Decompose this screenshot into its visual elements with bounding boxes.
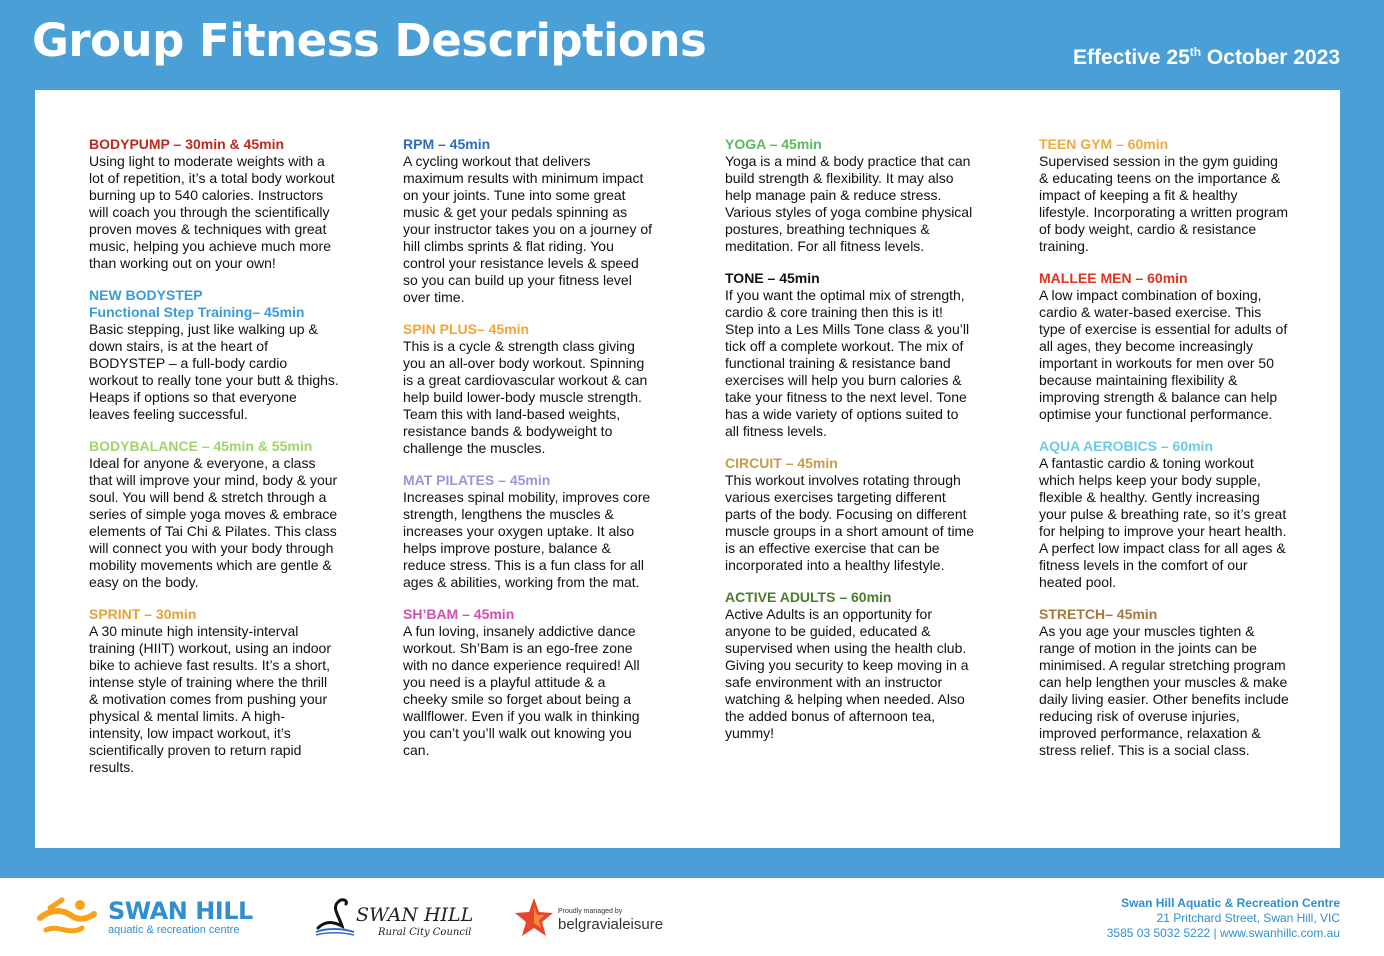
- page-title: Group Fitness Descriptions: [32, 14, 707, 67]
- column-3: [725, 136, 975, 757]
- class-description: A fun loving, insanely addictive dance workout. Sh’Bam is an ego-free zone with no dance experience required! All you need is a playful attitude & a cheeky smile so forget about being a wallflower. Even if you walk in thinking you can’t you’ll walk out knowing you can.: [403, 623, 640, 758]
- class-description: A low impact combination of boxing, cardio & water-based exercise. This type of exercise is essential for adults of all ages, they become increasingly important in workouts for men over 50 because maintaining flexibility & improving strength & balance can help optimise your functional performance.: [1039, 287, 1288, 422]
- footer: [0, 878, 1384, 956]
- logo2-subtitle: Rural City Council: [378, 927, 472, 938]
- logo2-name: SWAN HILL: [356, 904, 474, 926]
- effective-date-suffix-sup: th: [1189, 45, 1202, 59]
- class-title: BODYPUMP – 30min & 45min: [89, 136, 285, 152]
- class-bodystep: [89, 287, 339, 423]
- class-active-adults: [725, 589, 975, 742]
- class-mat-pilates: [403, 472, 653, 591]
- class-title: TEEN GYM – 60min: [1039, 136, 1169, 152]
- class-title: CIRCUIT – 45min: [725, 455, 838, 471]
- class-circuit: [725, 455, 975, 574]
- class-description: Supervised session in the gym guiding & educating teens on the importance & impact of keeping a fit & healthy lifestyle. Incorporating a written program of body weight, cardio & resistance training.: [1039, 153, 1288, 254]
- swimmer-logo-icon: [36, 896, 100, 940]
- column-1: [89, 136, 339, 791]
- class-description: Yoga is a mind & body practice that can build strength & flexibility. It may also help manage pain & reduce stress. Various styles of yoga combine physical postures, breathing techniques & meditation. For all fitness levels.: [725, 153, 973, 254]
- class-title: SPRINT – 30min: [89, 606, 197, 622]
- swan-hill-aquatic-logo: [36, 894, 266, 940]
- content-panel: [35, 90, 1340, 848]
- star-logo-icon: [514, 896, 554, 940]
- class-title: MAT PILATES – 45min: [403, 472, 551, 488]
- class-bodypump: [89, 136, 339, 272]
- class-shbam: [403, 606, 653, 759]
- class-title: BODYBALANCE – 45min & 55min: [89, 438, 313, 454]
- rural-city-council-logo: [312, 894, 482, 940]
- class-rpm: [403, 136, 653, 306]
- contact-phone-web: 3585 03 5032 5222 | www.swanhillc.com.au: [1106, 926, 1340, 940]
- class-yoga: [725, 136, 975, 255]
- class-description: If you want the optimal mix of strength, cardio & core training then this is it! Step into a Les Mills Tone class & you’ll tick off a complete workout. The mix of functional training & resistance band exercises will help you burn calories & take your fitness to the next level. Tone has a wide variety of options suited to all fitness levels.: [725, 287, 970, 439]
- contact-info: [1107, 896, 1340, 941]
- class-title: MALLEE MEN – 60min: [1039, 270, 1188, 286]
- class-title: ACTIVE ADULTS – 60min: [725, 589, 892, 605]
- effective-date-prefix: Effective 25: [1073, 46, 1190, 69]
- swan-logo-icon: [312, 894, 358, 938]
- class-description: Active Adults is an opportunity for anyone to be guided, educated & supervised when using the health club. Giving you security to keep moving in a safe environment with an instructor watching & helping when needed. Also the added bonus of afternoon tea, yummy!: [725, 606, 969, 741]
- class-title: AQUA AEROBICS – 60min: [1039, 438, 1213, 454]
- class-stretch: [1039, 606, 1289, 759]
- logo1-name: SWAN HILL: [108, 897, 253, 925]
- logo3-name: belgravialeisure: [558, 916, 664, 933]
- class-tone: [725, 270, 975, 440]
- class-title: TONE – 45min: [725, 270, 820, 286]
- class-description: A fantastic cardio & toning workout which helps keep your body supple, flexible & healthy. Gently increasing your pulse & breathing rate, so it’s great for helping to improve your heart health. A perfect low impact class for all ages & fitness levels in the comfort of our heated pool.: [1039, 455, 1287, 590]
- class-description: As you age your muscles tighten & range of motion in the joints can be minimised. A regular stretching program can help lengthen your muscles & make daily living easier. Other benefits include reducing risk of overuse injuries, improved performance, relaxation & stress relief. This is a social class.: [1039, 623, 1289, 758]
- class-spin-plus: [403, 321, 653, 457]
- class-sprint: [89, 606, 339, 776]
- class-title: SH’BAM – 45min: [403, 606, 515, 622]
- effective-date: [1073, 46, 1340, 70]
- class-mallee-men: [1039, 270, 1289, 423]
- class-title: RPM – 45min: [403, 136, 491, 152]
- class-description: Increases spinal mobility, improves core strength, lengthens the muscles & increases your oxygen uptake. It also helps improve posture, balance & reduce stress. This is a fun class for all ages & abilities, working from the mat.: [403, 489, 651, 590]
- class-description: Ideal for anyone & everyone, a class that will improve your mind, body & your soul. You will bend & stretch through a series of simple yoga moves & embrace elements of Tai Chi & Pilates. This class will connect you with your body through mobility movements which are gentle & easy on the body.: [89, 455, 338, 590]
- class-aqua-aerobics: [1039, 438, 1289, 591]
- column-2: [403, 136, 653, 774]
- logo3-small-text: Proudly managed by: [558, 908, 623, 915]
- class-teen-gym: [1039, 136, 1289, 255]
- contact-name: Swan Hill Aquatic & Recreation Centre: [1121, 896, 1340, 910]
- class-title: NEW BODYSTEP: [89, 287, 203, 303]
- class-title: SPIN PLUS– 45min: [403, 321, 530, 337]
- class-title: STRETCH– 45min: [1039, 606, 1158, 622]
- effective-date-month-year: October 2023: [1201, 46, 1340, 69]
- belgravia-leisure-logo: [514, 896, 684, 940]
- contact-address: 21 Pritchard Street, Swan Hill, VIC: [1156, 911, 1340, 925]
- class-description: Using light to moderate weights with a lot of repetition, it’s a total body workout burning up to 540 calories. Instructors will coach you through the scientifically proven moves & techniques with great music, helping you achieve much more than working out on your own!: [89, 153, 335, 271]
- class-title: YOGA – 45min: [725, 136, 822, 152]
- class-description: Basic stepping, just like walking up & down stairs, is at the heart of BODYSTEP – a full-body cardio workout to really tone your butt & thighs. Heaps if options so that everyone leaves feeling successful.: [89, 321, 339, 422]
- class-bodybalance: [89, 438, 339, 591]
- class-subtitle: Functional Step Training– 45min: [89, 304, 305, 320]
- class-description: A cycling workout that delivers maximum results with minimum impact on your joints. Tune into some great music & get your pedals spinning as your instructor takes you on a journey of hill climbs sprints & flat riding. You control your resistance levels & speed so you can build up your fitness level over time.: [403, 153, 653, 305]
- column-4: [1039, 136, 1289, 774]
- class-description: This is a cycle & strength class giving you an all-over body workout. Spinning is a great cardiovascular workout & can help build lower-body muscle strength. Team this with land-based weights, resistance bands & bodyweight to challenge the muscles.: [403, 338, 648, 456]
- class-description: A 30 minute high intensity-interval training (HIIT) workout, using an indoor bike to achieve fast results. It’s a short, intense style of training where the thrill & motivation comes from pushing your physical & mental limits. A high-intensity, low impact workout, it’s scientifically proven to return rapid results.: [89, 623, 331, 775]
- logo1-subtitle: aquatic & recreation centre: [108, 924, 240, 936]
- class-description: This workout involves rotating through various exercises targeting different parts of the body. Focusing on different muscle groups in a short amount of time is an effective exercise that can be incorporated into a healthy lifestyle.: [725, 472, 975, 573]
